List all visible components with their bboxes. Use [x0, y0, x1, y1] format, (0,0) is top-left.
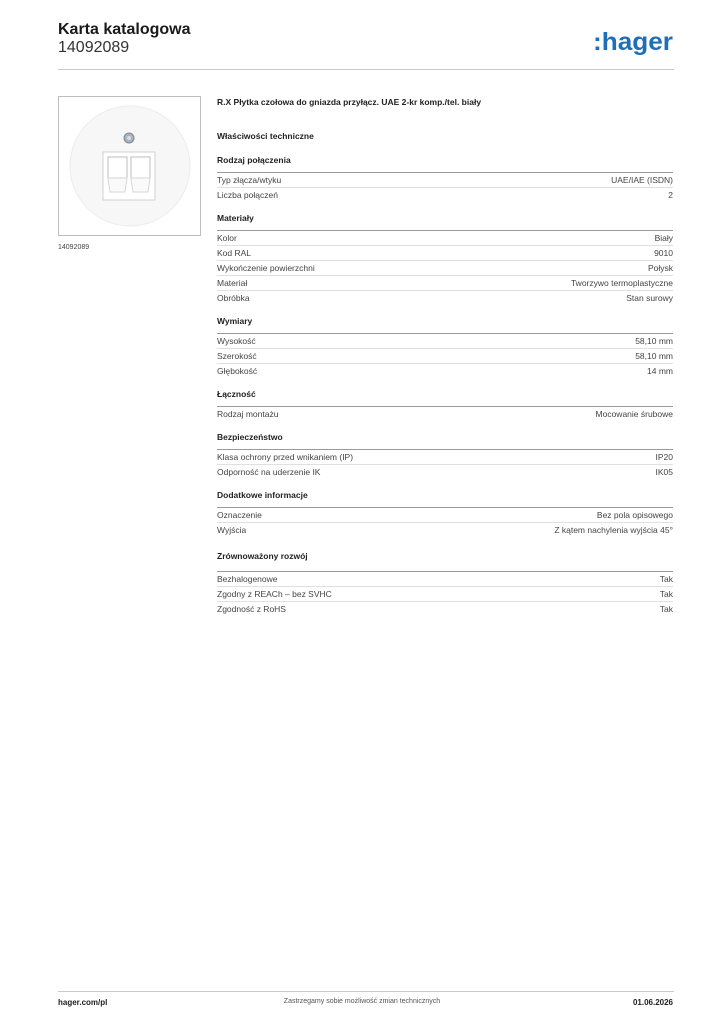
spec-value: Tak [659, 589, 673, 599]
spec-label: Oznaczenie [217, 510, 262, 520]
section-title: Rodzaj połączenia [217, 154, 673, 173]
spec-value: 9010 [654, 248, 673, 258]
section-title: Materiały [217, 212, 673, 231]
section-title: Dodatkowe informacje [217, 489, 673, 508]
spec-value: Mocowanie śrubowe [595, 409, 673, 419]
spec-value: Z kątem nachylenia wyjścia 45° [554, 525, 673, 535]
section-title: Bezpieczeństwo [217, 431, 673, 450]
footer-date: 01.06.2026 [632, 998, 673, 1007]
spec-value: Tworzywo termoplastyczne [570, 278, 673, 288]
spec-label: Materiał [217, 278, 248, 288]
section-connectivity [217, 388, 673, 421]
section-safety [217, 431, 673, 479]
spec-value: UAE/IAE (ISDN) [611, 175, 673, 185]
spec-row [217, 523, 673, 537]
footer-disclaimer: Zastrzegamy sobie możliwość zmian technicznych [283, 998, 441, 1005]
section-sustainability [217, 549, 673, 616]
spec-content [217, 96, 673, 616]
spec-row [217, 572, 673, 587]
spec-value: Stan surowy [626, 293, 673, 303]
spec-row [217, 587, 673, 602]
footer-divider [58, 991, 674, 992]
spec-label: Wykończenie powierzchni [217, 263, 315, 273]
spec-value: 58,10 mm [635, 336, 673, 346]
spec-row [217, 246, 673, 261]
spec-value: 14 mm [647, 366, 673, 376]
spec-value: 58,10 mm [635, 351, 673, 361]
spec-value: Tak [659, 604, 673, 614]
spec-row [217, 291, 673, 305]
section-title: Łączność [217, 388, 673, 407]
spec-row [217, 364, 673, 378]
technical-properties-heading: Właściwości techniczne [217, 131, 314, 141]
spec-row [217, 173, 673, 188]
image-caption: 14092089 [58, 244, 90, 251]
spec-label: Bezhalogenowe [217, 574, 278, 584]
hager-logo-text: :hager [593, 28, 673, 56]
spec-value: 2 [668, 190, 673, 200]
spec-row [217, 334, 673, 349]
document-number: 14092089 [58, 39, 130, 56]
spec-label: Obróbka [217, 293, 250, 303]
spec-label: Wyjścia [217, 525, 247, 535]
document-title: Karta katalogowa [58, 21, 191, 38]
spec-label: Zgodność z RoHS [217, 604, 286, 614]
spec-label: Liczba połączeń [217, 190, 278, 200]
footer-website-link[interactable]: hager.com/pl [58, 998, 108, 1007]
product-image [58, 96, 201, 236]
spec-row [217, 349, 673, 364]
spec-value: IP20 [655, 452, 673, 462]
spec-label: Głębokość [217, 366, 258, 376]
spec-label: Kolor [217, 233, 237, 243]
spec-row [217, 276, 673, 291]
spec-label: Kod RAL [217, 248, 252, 258]
header-divider [58, 69, 674, 70]
spec-value: Tak [659, 574, 673, 584]
spec-value: Bez pola opisowego [596, 510, 673, 520]
spec-label: Odporność na uderzenie IK [217, 467, 321, 477]
spec-value: IK05 [655, 467, 673, 477]
section-additional-info [217, 489, 673, 537]
product-title: R.X Płytka czołowa do gniazda przyłącz. UAE 2-kr komp./tel. biały [217, 97, 482, 107]
spec-label: Zgodny z REACh – bez SVHC [217, 589, 332, 599]
spec-value: Połysk [647, 263, 673, 273]
section-title: Zrównoważony rozwój [217, 549, 673, 572]
cover-plate-illustration [59, 97, 200, 235]
hager-logo [593, 27, 673, 57]
spec-row [217, 450, 673, 465]
spec-label: Klasa ochrony przed wnikaniem (IP) [217, 452, 354, 462]
spec-row [217, 508, 673, 523]
section-connection-type [217, 154, 673, 202]
spec-value: Biały [654, 233, 673, 243]
spec-label: Szerokość [217, 351, 257, 361]
spec-label: Rodzaj montażu [217, 409, 279, 419]
spec-label: Typ złącza/wtyku [217, 175, 282, 185]
spec-label: Wysokość [217, 336, 256, 346]
section-materials [217, 212, 673, 305]
spec-row [217, 465, 673, 479]
section-dimensions [217, 315, 673, 378]
spec-row [217, 231, 673, 246]
section-title: Wymiary [217, 315, 673, 334]
spec-row [217, 188, 673, 202]
spec-row [217, 602, 673, 616]
spec-row [217, 407, 673, 421]
spec-row [217, 261, 673, 276]
